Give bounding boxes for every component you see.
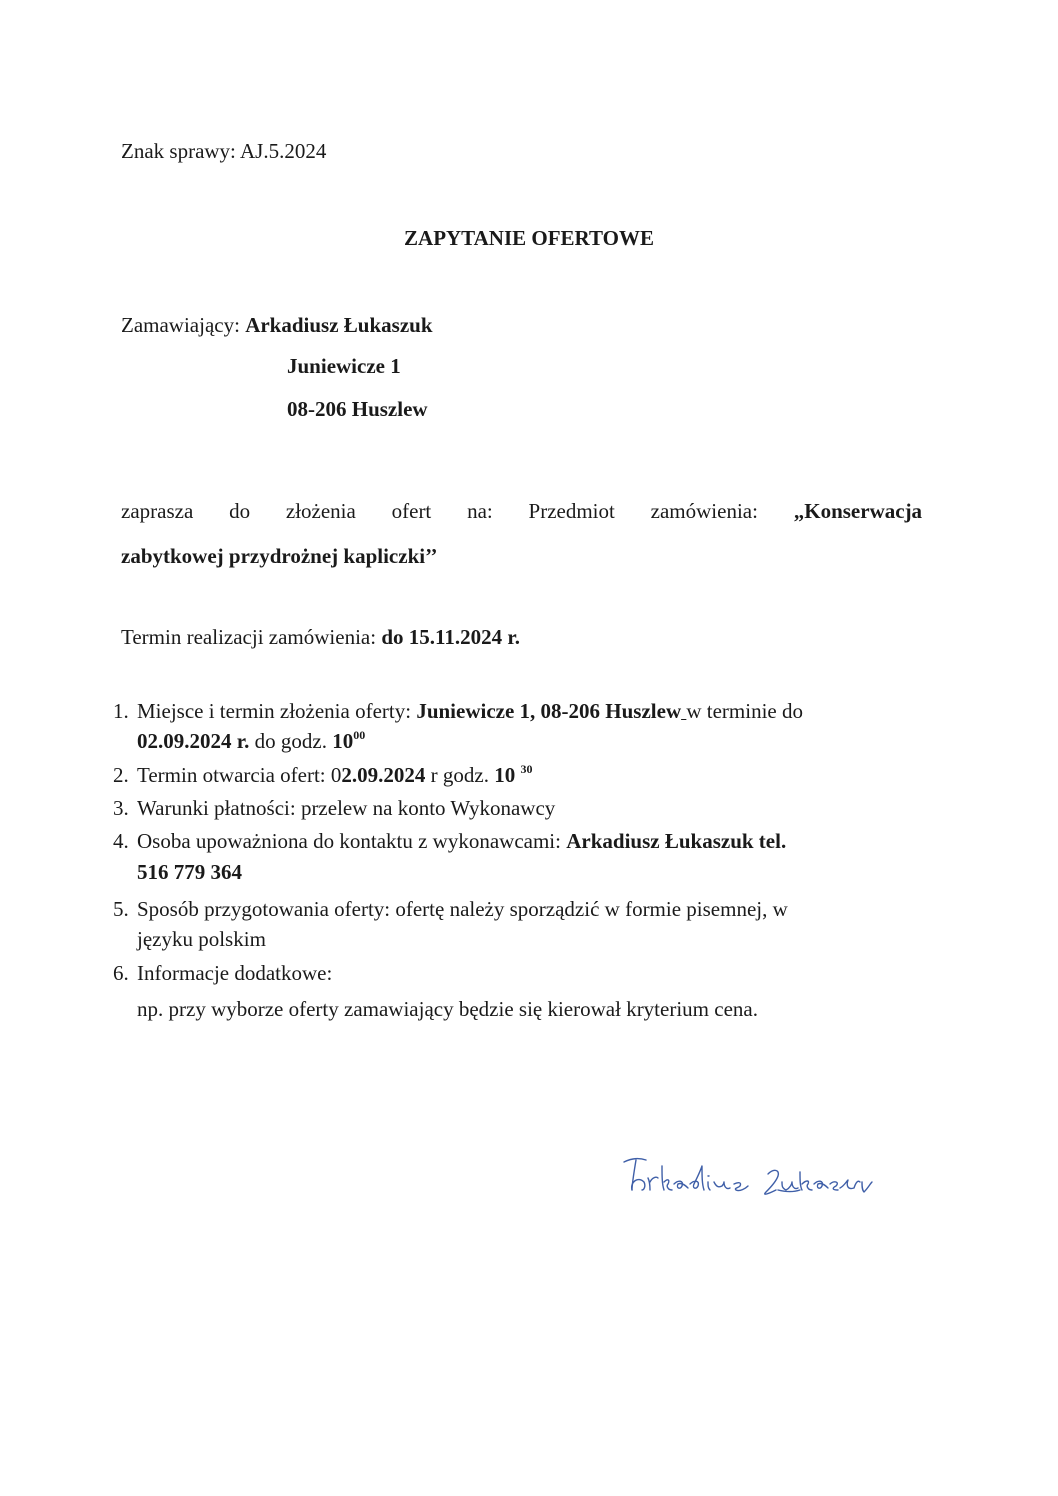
submission-place: Juniewicze 1, 08-206 Huszlew [416, 699, 682, 723]
invitation-word: złożenia [285, 499, 356, 523]
item-number: 2. [113, 763, 129, 787]
submission-minutes: 00 [353, 728, 366, 742]
list-item-submission [113, 698, 803, 724]
list-item-opening [113, 762, 532, 788]
list-item-preparation [113, 896, 788, 922]
invitation-word: do [229, 499, 251, 523]
invitation-word: na: [467, 499, 493, 523]
submission-text: w terminie do [686, 699, 803, 723]
item-number: 5. [113, 897, 129, 921]
submission-date: 02.09.2024 r. [137, 729, 250, 753]
contact-person: Arkadiusz Łukaszuk tel. [566, 829, 787, 853]
contact-label: Osoba upoważniona do kontaktu z wykonawcami: [137, 829, 561, 853]
order-subject-end: zabytkowej przydrożnej kapliczki’’ [121, 544, 438, 568]
item-number: 1. [113, 699, 129, 723]
list-item-contact [113, 828, 786, 854]
opening-time-label: r godz. [430, 763, 489, 787]
submission-hour: 10 [332, 729, 354, 753]
invitation-word: ofert [391, 499, 432, 523]
completion-deadline-value: do 15.11.2024 r. [381, 625, 520, 649]
opening-minutes: 30 [520, 762, 533, 776]
ordering-party-label: Zamawiający: [121, 313, 240, 337]
document-title: ZAPYTANIE OFERTOWE [404, 226, 654, 250]
completion-deadline-label: Termin realizacji zamówienia: [121, 625, 377, 649]
preparation-text-continued: języku polskim [137, 927, 266, 951]
additional-info-label: Informacje dodatkowe: [137, 961, 333, 985]
opening-label: Termin otwarcia ofert: [137, 763, 326, 787]
invitation-word: zamówienia: [650, 499, 758, 523]
ordering-party-name: Arkadiusz Łukaszuk [245, 313, 433, 337]
list-item-additional-info [113, 960, 332, 986]
ordering-party [121, 312, 433, 338]
case-reference: Znak sprawy: AJ.5.2024 [121, 139, 327, 163]
submission-time-label: do godz. [254, 729, 327, 753]
order-subject-start: „Konserwacja [793, 499, 923, 523]
opening-hour: 10 [494, 763, 516, 787]
item-number: 6. [113, 961, 129, 985]
submission-time [137, 728, 365, 754]
handwritten-signature [618, 1152, 878, 1212]
contact-phone: 516 779 364 [137, 860, 242, 884]
opening-date: 2.09.2024 [341, 763, 426, 787]
invitation-line [121, 498, 922, 524]
opening-date-prefix: 0 [330, 763, 342, 787]
list-item-payment [113, 795, 555, 821]
payment-terms: Warunki płatności: przelew na konto Wykonawcy [137, 796, 556, 820]
address-street: Juniewicze 1 [287, 354, 401, 378]
completion-deadline [121, 624, 520, 650]
preparation-text: Sposób przygotowania oferty: ofertę należy sporządzić w formie pisemnej, w [137, 897, 788, 921]
invitation-word: Przedmiot [528, 499, 615, 523]
item-number: 3. [113, 796, 129, 820]
additional-info-text: np. przy wyborze oferty zamawiający będzie się kierował kryterium cena. [137, 997, 758, 1021]
submission-label: Miejsce i termin złożenia oferty: [137, 699, 412, 723]
item-number: 4. [113, 829, 129, 853]
invitation-word: zaprasza [121, 499, 194, 523]
address-postal-city: 08-206 Huszlew [287, 397, 428, 421]
